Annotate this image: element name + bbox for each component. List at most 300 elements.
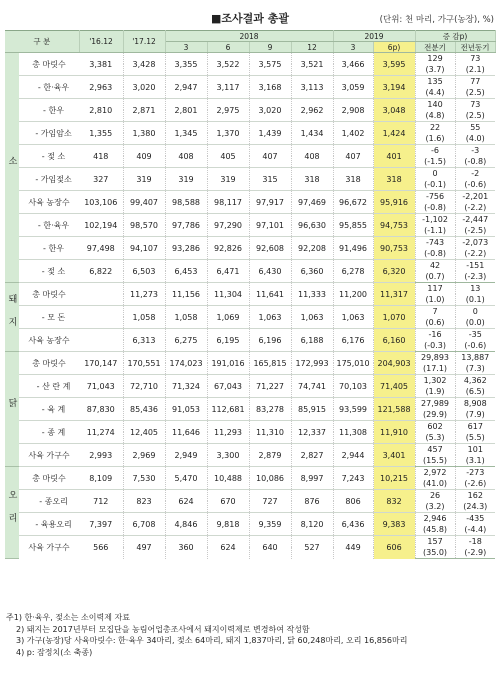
table-row [5,237,495,249]
value-cell: 624 [165,490,207,513]
value-cell [79,329,123,352]
value-cell: 11,156 [165,283,207,306]
value-cell: 103,106 [79,191,123,214]
row-label: 사육 가구수 [19,444,79,467]
value-cell: 6,360 [291,260,333,283]
value-cell: 11,304 [207,283,249,306]
table-row [5,398,495,410]
table-row [5,306,495,318]
value-cell: 95,916 [373,191,415,214]
row-label: - 한·육우 [19,214,79,237]
value-cell: 102,194 [79,214,123,237]
pct-prev-quarter: (-1.1) [415,225,455,237]
value-cell: 319 [123,168,165,191]
pct-prev-quarter: (-0.1) [415,179,455,191]
value-cell: 165,815 [249,352,291,375]
footnote-3: 3) 가구(농장)당 사육마릿수: 한·육우 34마리, 젖소 64마리, 돼지 1,837마리, 닭 60,248마리, 오리 16,856마리 [16,636,408,645]
value-cell: 2,949 [165,444,207,467]
header-2018-6: 6 [207,42,249,53]
value-cell: 91,053 [165,398,207,421]
table-row [5,536,495,548]
header-2019-3: 3 [333,42,373,53]
pct-prev-year: (0.0) [455,317,495,329]
change-prev-quarter: 2,946 [415,513,455,525]
header-year-2018: 2018 [165,31,333,42]
value-cell: 98,117 [207,191,249,214]
value-cell: 1,402 [333,122,373,145]
table-row [5,260,495,272]
table-row [5,283,495,295]
value-cell: 319 [165,168,207,191]
change-prev-quarter: 22 [415,122,455,134]
value-cell: 3,020 [123,76,165,99]
value-cell: 7,397 [79,513,123,536]
value-cell: 93,599 [333,398,373,421]
table-row [5,329,495,341]
value-cell: 11,317 [373,283,415,306]
value-cell: 670 [207,490,249,513]
table-row [5,99,495,111]
value-cell: 3,020 [249,99,291,122]
table-body [5,53,495,559]
table-row [5,490,495,502]
value-cell: 1,070 [373,306,415,329]
pct-prev-year: (-2.3) [455,271,495,283]
value-cell: 449 [333,536,373,559]
pct-prev-year: (6.5) [455,386,495,398]
pct-prev-year: (-0.8) [455,156,495,168]
value-cell: 98,570 [123,214,165,237]
value-cell: 97,290 [207,214,249,237]
page-title: ■조사결과 총괄 [211,12,289,25]
value-cell: 6,188 [291,329,333,352]
change-prev-year: 73 [455,99,495,111]
change-prev-quarter: 135 [415,76,455,88]
value-cell: 1,424 [373,122,415,145]
change-prev-year: 13,887 [455,352,495,364]
value-cell: 172,993 [291,352,333,375]
header-gubun: 구 분 [5,31,79,53]
change-prev-year: 73 [455,53,495,65]
change-prev-quarter: 29,893 [415,352,455,364]
header-2018-3: 3 [165,42,207,53]
change-prev-year: 0 [455,306,495,318]
pct-prev-quarter: (1.0) [415,294,455,306]
value-cell: 74,741 [291,375,333,398]
value-cell: 2,827 [291,444,333,467]
value-cell: 10,488 [207,467,249,490]
value-cell: 170,147 [79,352,123,375]
value-cell: 97,917 [249,191,291,214]
change-prev-year: -3 [455,145,495,157]
value-cell: 70,103 [333,375,373,398]
value-cell: 3,168 [249,76,291,99]
value-cell: 823 [123,490,165,513]
table-row [5,352,495,364]
value-cell: 3,194 [373,76,415,99]
value-cell: 727 [249,490,291,513]
value-cell: 6,195 [207,329,249,352]
value-cell: 2,947 [165,76,207,99]
value-cell: 2,963 [79,76,123,99]
value-cell: 1,355 [79,122,123,145]
value-cell: 6,196 [249,329,291,352]
value-cell: 6,471 [207,260,249,283]
value-cell [79,283,123,306]
row-label: 총 마릿수 [19,53,79,76]
value-cell: 98,588 [165,191,207,214]
value-cell: 6,708 [123,513,165,536]
change-prev-quarter: 27,989 [415,398,455,410]
value-cell: 90,753 [373,237,415,260]
change-prev-quarter: 129 [415,53,455,65]
pct-prev-year: (24.3) [455,501,495,513]
value-cell: 11,310 [249,421,291,444]
change-prev-quarter: -16 [415,329,455,341]
change-prev-quarter: 117 [415,283,455,295]
change-prev-year: -151 [455,260,495,272]
value-cell: 315 [249,168,291,191]
value-cell: 408 [291,145,333,168]
value-cell: 6,822 [79,260,123,283]
value-cell: 1,069 [207,306,249,329]
row-label: - 가임암소 [19,122,79,145]
table-row [5,375,495,387]
header-prev-quarter: 전분기 [415,42,455,53]
value-cell: 318 [291,168,333,191]
change-prev-quarter: -743 [415,237,455,249]
row-label: - 종오리 [19,490,79,513]
pct-prev-year: (5.5) [455,432,495,444]
value-cell: 3,466 [333,53,373,76]
footnote-4: 4) p: 잠정치(소 축종) [16,647,93,657]
value-cell: 624 [207,536,249,559]
value-cell: 96,630 [291,214,333,237]
value-cell: 1,345 [165,122,207,145]
change-prev-quarter: 457 [415,444,455,456]
pct-prev-quarter: (-0.3) [415,340,455,352]
pct-prev-year: (-2.9) [455,547,495,559]
value-cell: 497 [123,536,165,559]
value-cell: 92,826 [207,237,249,260]
value-cell: 3,355 [165,53,207,76]
change-prev-quarter: 26 [415,490,455,502]
value-cell: 67,043 [207,375,249,398]
pct-prev-year: (-2.5) [455,225,495,237]
pct-prev-year: (-4.4) [455,524,495,536]
value-cell: 10,215 [373,467,415,490]
value-cell: 3,521 [291,53,333,76]
value-cell: 11,200 [333,283,373,306]
change-prev-year: -273 [455,467,495,479]
change-prev-year: -35 [455,329,495,341]
row-label: - 육용오리 [19,513,79,536]
value-cell: 71,405 [373,375,415,398]
value-cell: 94,753 [373,214,415,237]
value-cell: 6,320 [373,260,415,283]
row-label: - 종 계 [19,421,79,444]
value-cell: 12,405 [123,421,165,444]
value-cell: 11,910 [373,421,415,444]
value-cell: 3,595 [373,53,415,76]
value-cell: 85,915 [291,398,333,421]
change-prev-year: -2,201 [455,191,495,203]
change-prev-year: 55 [455,122,495,134]
value-cell: 9,383 [373,513,415,536]
value-cell: 96,672 [333,191,373,214]
value-cell: 1,439 [249,122,291,145]
value-cell: 6,313 [123,329,165,352]
value-cell [79,306,123,329]
value-cell: 566 [79,536,123,559]
value-cell: 360 [165,536,207,559]
table-row [5,145,495,157]
value-cell: 2,879 [249,444,291,467]
pct-prev-year: (4.0) [455,133,495,145]
value-cell: 318 [373,168,415,191]
row-label: - 젖 소 [19,260,79,283]
value-cell: 1,058 [165,306,207,329]
group-label [5,283,19,352]
row-label: - 산 란 계 [19,375,79,398]
value-cell: 9,359 [249,513,291,536]
value-cell: 92,208 [291,237,333,260]
value-cell: 2,969 [123,444,165,467]
table-row [5,444,495,456]
pct-prev-quarter: (4.4) [415,87,455,99]
value-cell: 1,063 [291,306,333,329]
pct-prev-quarter: (1.9) [415,386,455,398]
value-cell: 83,278 [249,398,291,421]
value-cell: 1,058 [123,306,165,329]
value-cell: 3,381 [79,53,123,76]
value-cell: 121,588 [373,398,415,421]
row-label: - 모 돈 [19,306,79,329]
pct-prev-quarter: (3.7) [415,64,455,76]
change-prev-year: 162 [455,490,495,502]
value-cell: 91,496 [333,237,373,260]
value-cell: 2,975 [207,99,249,122]
value-cell: 6,436 [333,513,373,536]
change-prev-year: -435 [455,513,495,525]
change-prev-year: 77 [455,76,495,88]
value-cell: 2,908 [333,99,373,122]
value-cell: 405 [207,145,249,168]
pct-prev-quarter: (0.7) [415,271,455,283]
value-cell: 327 [79,168,123,191]
value-cell: 175,010 [333,352,373,375]
change-prev-quarter: 157 [415,536,455,548]
value-cell: 93,286 [165,237,207,260]
value-cell: 3,428 [123,53,165,76]
value-cell: 712 [79,490,123,513]
value-cell: 2,944 [333,444,373,467]
value-cell: 87,830 [79,398,123,421]
value-cell: 10,086 [249,467,291,490]
row-label: 총 마릿수 [19,283,79,306]
value-cell: 6,503 [123,260,165,283]
value-cell: 319 [207,168,249,191]
value-cell: 3,401 [373,444,415,467]
value-cell: 2,871 [123,99,165,122]
pct-prev-quarter: (29.9) [415,409,455,421]
table-row [5,122,495,134]
value-cell: 8,109 [79,467,123,490]
value-cell: 95,855 [333,214,373,237]
pct-prev-year: (7.9) [455,409,495,421]
row-label: - 한우 [19,99,79,122]
header-2018-9: 9 [249,42,291,53]
table-row [5,214,495,226]
value-cell: 174,023 [165,352,207,375]
change-prev-year: -2,447 [455,214,495,226]
value-cell: 11,273 [123,283,165,306]
footnote-2: 2) 돼지는 2017년부터 모집단을 농림어업총조사에서 돼지이력제로 변경하여 작성함 [16,624,310,634]
change-prev-year: 617 [455,421,495,433]
value-cell: 407 [249,145,291,168]
change-prev-year: -18 [455,536,495,548]
value-cell: 606 [373,536,415,559]
footnote-1: 주1) 한·육우, 젖소는 소이력제 자료 [6,613,130,622]
pct-prev-year: (-0.6) [455,179,495,191]
value-cell: 112,681 [207,398,249,421]
value-cell: 94,107 [123,237,165,260]
pct-prev-quarter: (3.2) [415,501,455,513]
footnotes [6,612,407,658]
value-cell: 806 [333,490,373,513]
pct-prev-quarter: (5.3) [415,432,455,444]
value-cell: 3,575 [249,53,291,76]
row-label: - 한우 [19,237,79,260]
row-label: 사육 농장수 [19,191,79,214]
row-label: 사육 농장수 [19,329,79,352]
table-row [5,467,495,479]
change-prev-quarter: -6 [415,145,455,157]
row-label: - 육 계 [19,398,79,421]
table-row [5,421,495,433]
value-cell: 5,470 [165,467,207,490]
table-row [5,168,495,180]
pct-prev-quarter: (-0.8) [415,248,455,260]
change-prev-quarter: 602 [415,421,455,433]
value-cell: 71,227 [249,375,291,398]
group-name: 소 [6,156,17,179]
value-cell: 11,293 [207,421,249,444]
value-cell: 2,993 [79,444,123,467]
group-label [5,53,19,283]
value-cell: 2,962 [291,99,333,122]
group-name: 오리 [6,489,17,536]
value-cell: 3,048 [373,99,415,122]
header-2018-12: 12 [291,42,333,53]
value-cell: 527 [291,536,333,559]
change-prev-quarter: 1,302 [415,375,455,387]
table-row [5,191,495,203]
value-cell: 6,430 [249,260,291,283]
row-label: 사육 가구수 [19,536,79,559]
value-cell: 85,436 [123,398,165,421]
pct-prev-quarter: (15.5) [415,455,455,467]
change-prev-year: -2,073 [455,237,495,249]
pct-prev-quarter: (17.1) [415,363,455,375]
header-year-2019: 2019 [333,31,415,42]
pct-prev-quarter: (1.6) [415,133,455,145]
value-cell: 204,903 [373,352,415,375]
change-prev-year: 4,362 [455,375,495,387]
value-cell: 318 [333,168,373,191]
value-cell: 3,059 [333,76,373,99]
pct-prev-quarter: (0.6) [415,317,455,329]
pct-prev-year: (-2.2) [455,248,495,260]
value-cell: 1,380 [123,122,165,145]
value-cell: 92,608 [249,237,291,260]
value-cell: 1,434 [291,122,333,145]
value-cell: 11,308 [333,421,373,444]
pct-prev-quarter: (35.0) [415,547,455,559]
value-cell: 97,101 [249,214,291,237]
group-label [5,352,19,467]
value-cell: 3,113 [291,76,333,99]
value-cell: 2,801 [165,99,207,122]
value-cell: 640 [249,536,291,559]
value-cell: 11,641 [249,283,291,306]
change-prev-quarter: 2,972 [415,467,455,479]
pct-prev-year: (-0.6) [455,340,495,352]
row-label: 총 마릿수 [19,352,79,375]
value-cell: 99,407 [123,191,165,214]
row-label: - 젖 소 [19,145,79,168]
value-cell: 1,063 [333,306,373,329]
value-cell: 6,160 [373,329,415,352]
value-cell: 6,453 [165,260,207,283]
header-2019-6p: 6p) [373,42,415,53]
value-cell: 170,551 [123,352,165,375]
header-prev-year: 전년동기 [455,42,495,53]
value-cell: 7,243 [333,467,373,490]
summary-table [5,30,496,559]
group-name: 돼지 [6,294,17,340]
change-prev-year: 101 [455,444,495,456]
value-cell: 11,274 [79,421,123,444]
pct-prev-year: (-2.2) [455,202,495,214]
value-cell: 9,818 [207,513,249,536]
value-cell: 11,333 [291,283,333,306]
value-cell: 97,498 [79,237,123,260]
value-cell: 7,530 [123,467,165,490]
value-cell: 6,275 [165,329,207,352]
pct-prev-quarter: (41.0) [415,478,455,490]
group-label [5,467,19,559]
row-label: - 한·육우 [19,76,79,99]
pct-prev-quarter: (-0.8) [415,202,455,214]
value-cell: 3,117 [207,76,249,99]
pct-prev-quarter: (45.8) [415,524,455,536]
value-cell: 3,300 [207,444,249,467]
value-cell: 3,522 [207,53,249,76]
value-cell: 11,646 [165,421,207,444]
value-cell: 191,016 [207,352,249,375]
value-cell: 6,176 [333,329,373,352]
header-2017-12: '17.12 [123,31,165,53]
value-cell: 97,786 [165,214,207,237]
value-cell: 8,120 [291,513,333,536]
value-cell: 409 [123,145,165,168]
value-cell: 832 [373,490,415,513]
value-cell: 8,997 [291,467,333,490]
pct-prev-quarter: (-1.5) [415,156,455,168]
change-prev-year: 8,908 [455,398,495,410]
pct-prev-year: (0.1) [455,294,495,306]
